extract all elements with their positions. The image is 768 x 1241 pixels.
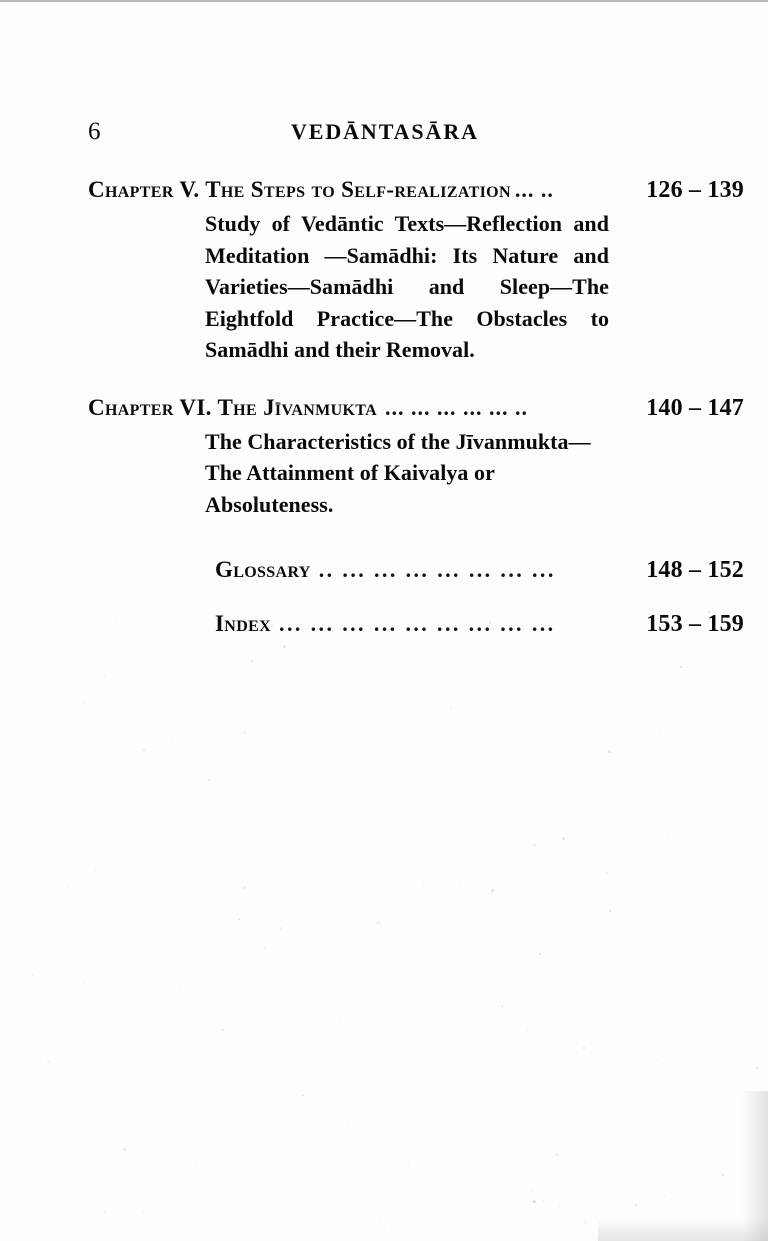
toc-entry xyxy=(88,392,744,521)
toc-leader-dots: ... ... ... ... ... ... ... ... ... xyxy=(279,611,556,636)
toc-entry-description: Study of Vedāntic Texts—Reflection and Meditation —Samādhi: Its Nature and Varieties—Samādhi and Sleep—The Eightfold Practice—The Obstacles to Samādhi and their Removal. xyxy=(205,211,609,362)
toc-entry xyxy=(88,174,744,366)
toc-entry xyxy=(215,608,744,639)
toc-leader-dots: ... .. xyxy=(514,177,554,202)
toc-entry-page-range: 126 – 139 xyxy=(646,177,744,203)
toc-entry-page-range: 153 – 159 xyxy=(646,611,744,637)
table-of-contents xyxy=(88,174,744,662)
running-head xyxy=(0,115,768,149)
toc-entry-page-range: 140 – 147 xyxy=(646,394,744,421)
toc-leader-dots: ... ... ... ... ... .. xyxy=(385,394,529,420)
toc-entry xyxy=(215,554,744,585)
toc-entry-page-range: 148 – 152 xyxy=(646,557,744,583)
toc-entry-description: The Characteristics of the Jīvanmukta—The Attainment of Kaivalya or Absoluteness. xyxy=(205,428,591,517)
toc-entry-title: Index xyxy=(215,611,272,636)
toc-entry-title: Chapter VI. The Jīvanmukta xyxy=(88,394,378,420)
running-title: VEDĀNTASĀRA xyxy=(290,119,479,144)
toc-entry-title-line xyxy=(88,174,744,206)
page-number: 6 xyxy=(88,118,101,145)
toc-back-matter xyxy=(88,554,744,639)
toc-entry-title-line xyxy=(88,392,744,424)
toc-leader-dots: .. ... ... ... ... ... ... ... xyxy=(318,557,556,582)
toc-entry-title: Glossary xyxy=(215,557,311,582)
page-edge-shadow xyxy=(598,1091,768,1241)
toc-entry-title: Chapter V. The Steps to Self-realization xyxy=(88,177,511,202)
